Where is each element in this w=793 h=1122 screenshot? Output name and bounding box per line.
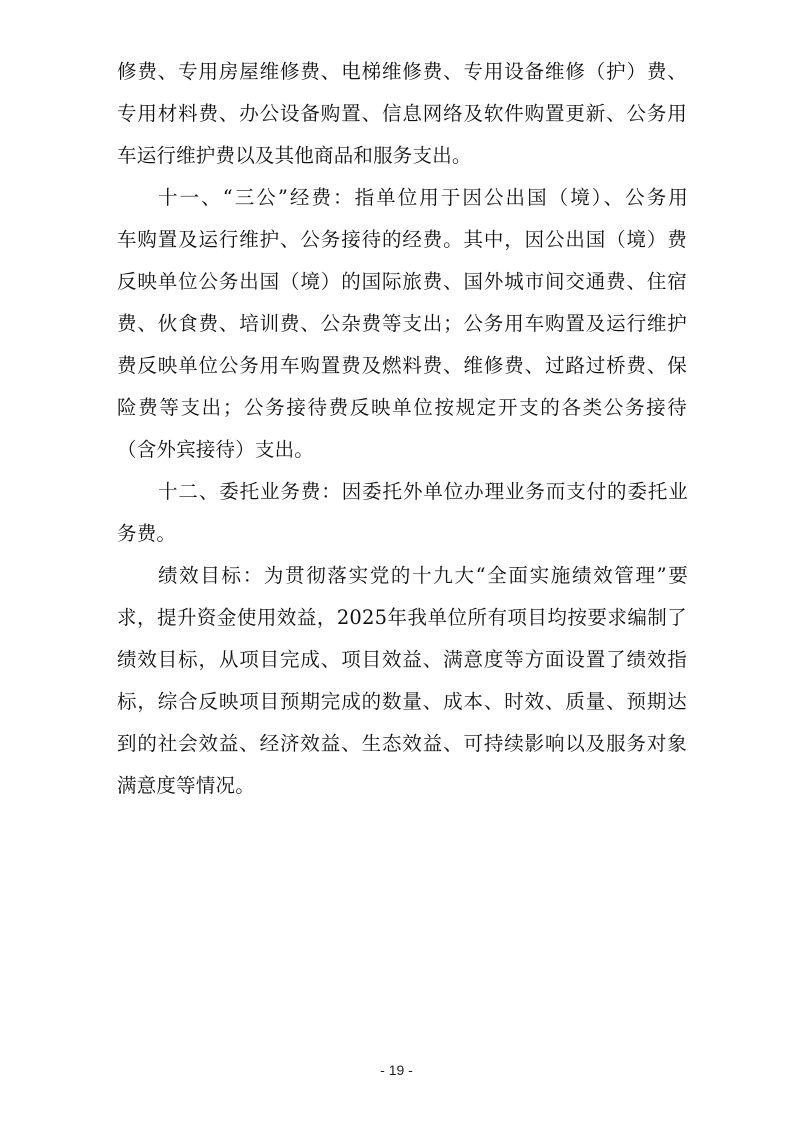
text-line: 标，综合反映项目预期完成的数量、成本、时效、质量、预期达	[117, 690, 687, 713]
text-line: 绩效目标，从项目完成、项目效益、满意度等方面设置了绩效指	[117, 648, 687, 671]
text-line: 十二、委托业务费：因委托外单位办理业务而支付的委托业	[158, 480, 688, 503]
text-line: 到的社会效益、经济效益、生态效益、可持续影响以及服务对象	[117, 732, 687, 755]
text-line: 车运行维护费以及其他商品和服务支出。	[117, 144, 472, 167]
text-line: 车购置及运行维护、公务接待的经费。其中，因公出国（境）费	[117, 228, 687, 251]
text-line: 绩效目标：为贯彻落实党的十九大“全面实施绩效管理”要	[158, 564, 688, 587]
text-line: 满意度等情况。	[117, 774, 255, 797]
text-line: （含外宾接待）支出。	[117, 438, 315, 461]
text-line: 费、伙食费、培训费、公杂费等支出；公务用车购置及运行维护	[117, 312, 687, 335]
text-line: 专用材料费、办公设备购置、信息网络及软件购置更新、公务用	[117, 102, 687, 125]
text-line: 反映单位公务出国（境）的国际旅费、国外城市间交通费、住宿	[117, 270, 687, 293]
text-line: 务费。	[117, 522, 177, 545]
text-line: 修费、专用房屋维修费、电梯维修费、专用设备维修（护）费、	[117, 60, 687, 83]
page-number: - 19 -	[380, 1062, 413, 1078]
text-line: 求，提升资金使用效益，2025年我单位所有项目均按要求编制了	[117, 606, 687, 629]
text-line: 费反映单位公务用车购置费及燃料费、维修费、过路过桥费、保	[117, 354, 687, 377]
text-line: 险费等支出；公务接待费反映单位按规定开支的各类公务接待	[117, 396, 687, 419]
text-line: 十一、“三公”经费：指单位用于因公出国（境）、公务用	[158, 186, 688, 209]
